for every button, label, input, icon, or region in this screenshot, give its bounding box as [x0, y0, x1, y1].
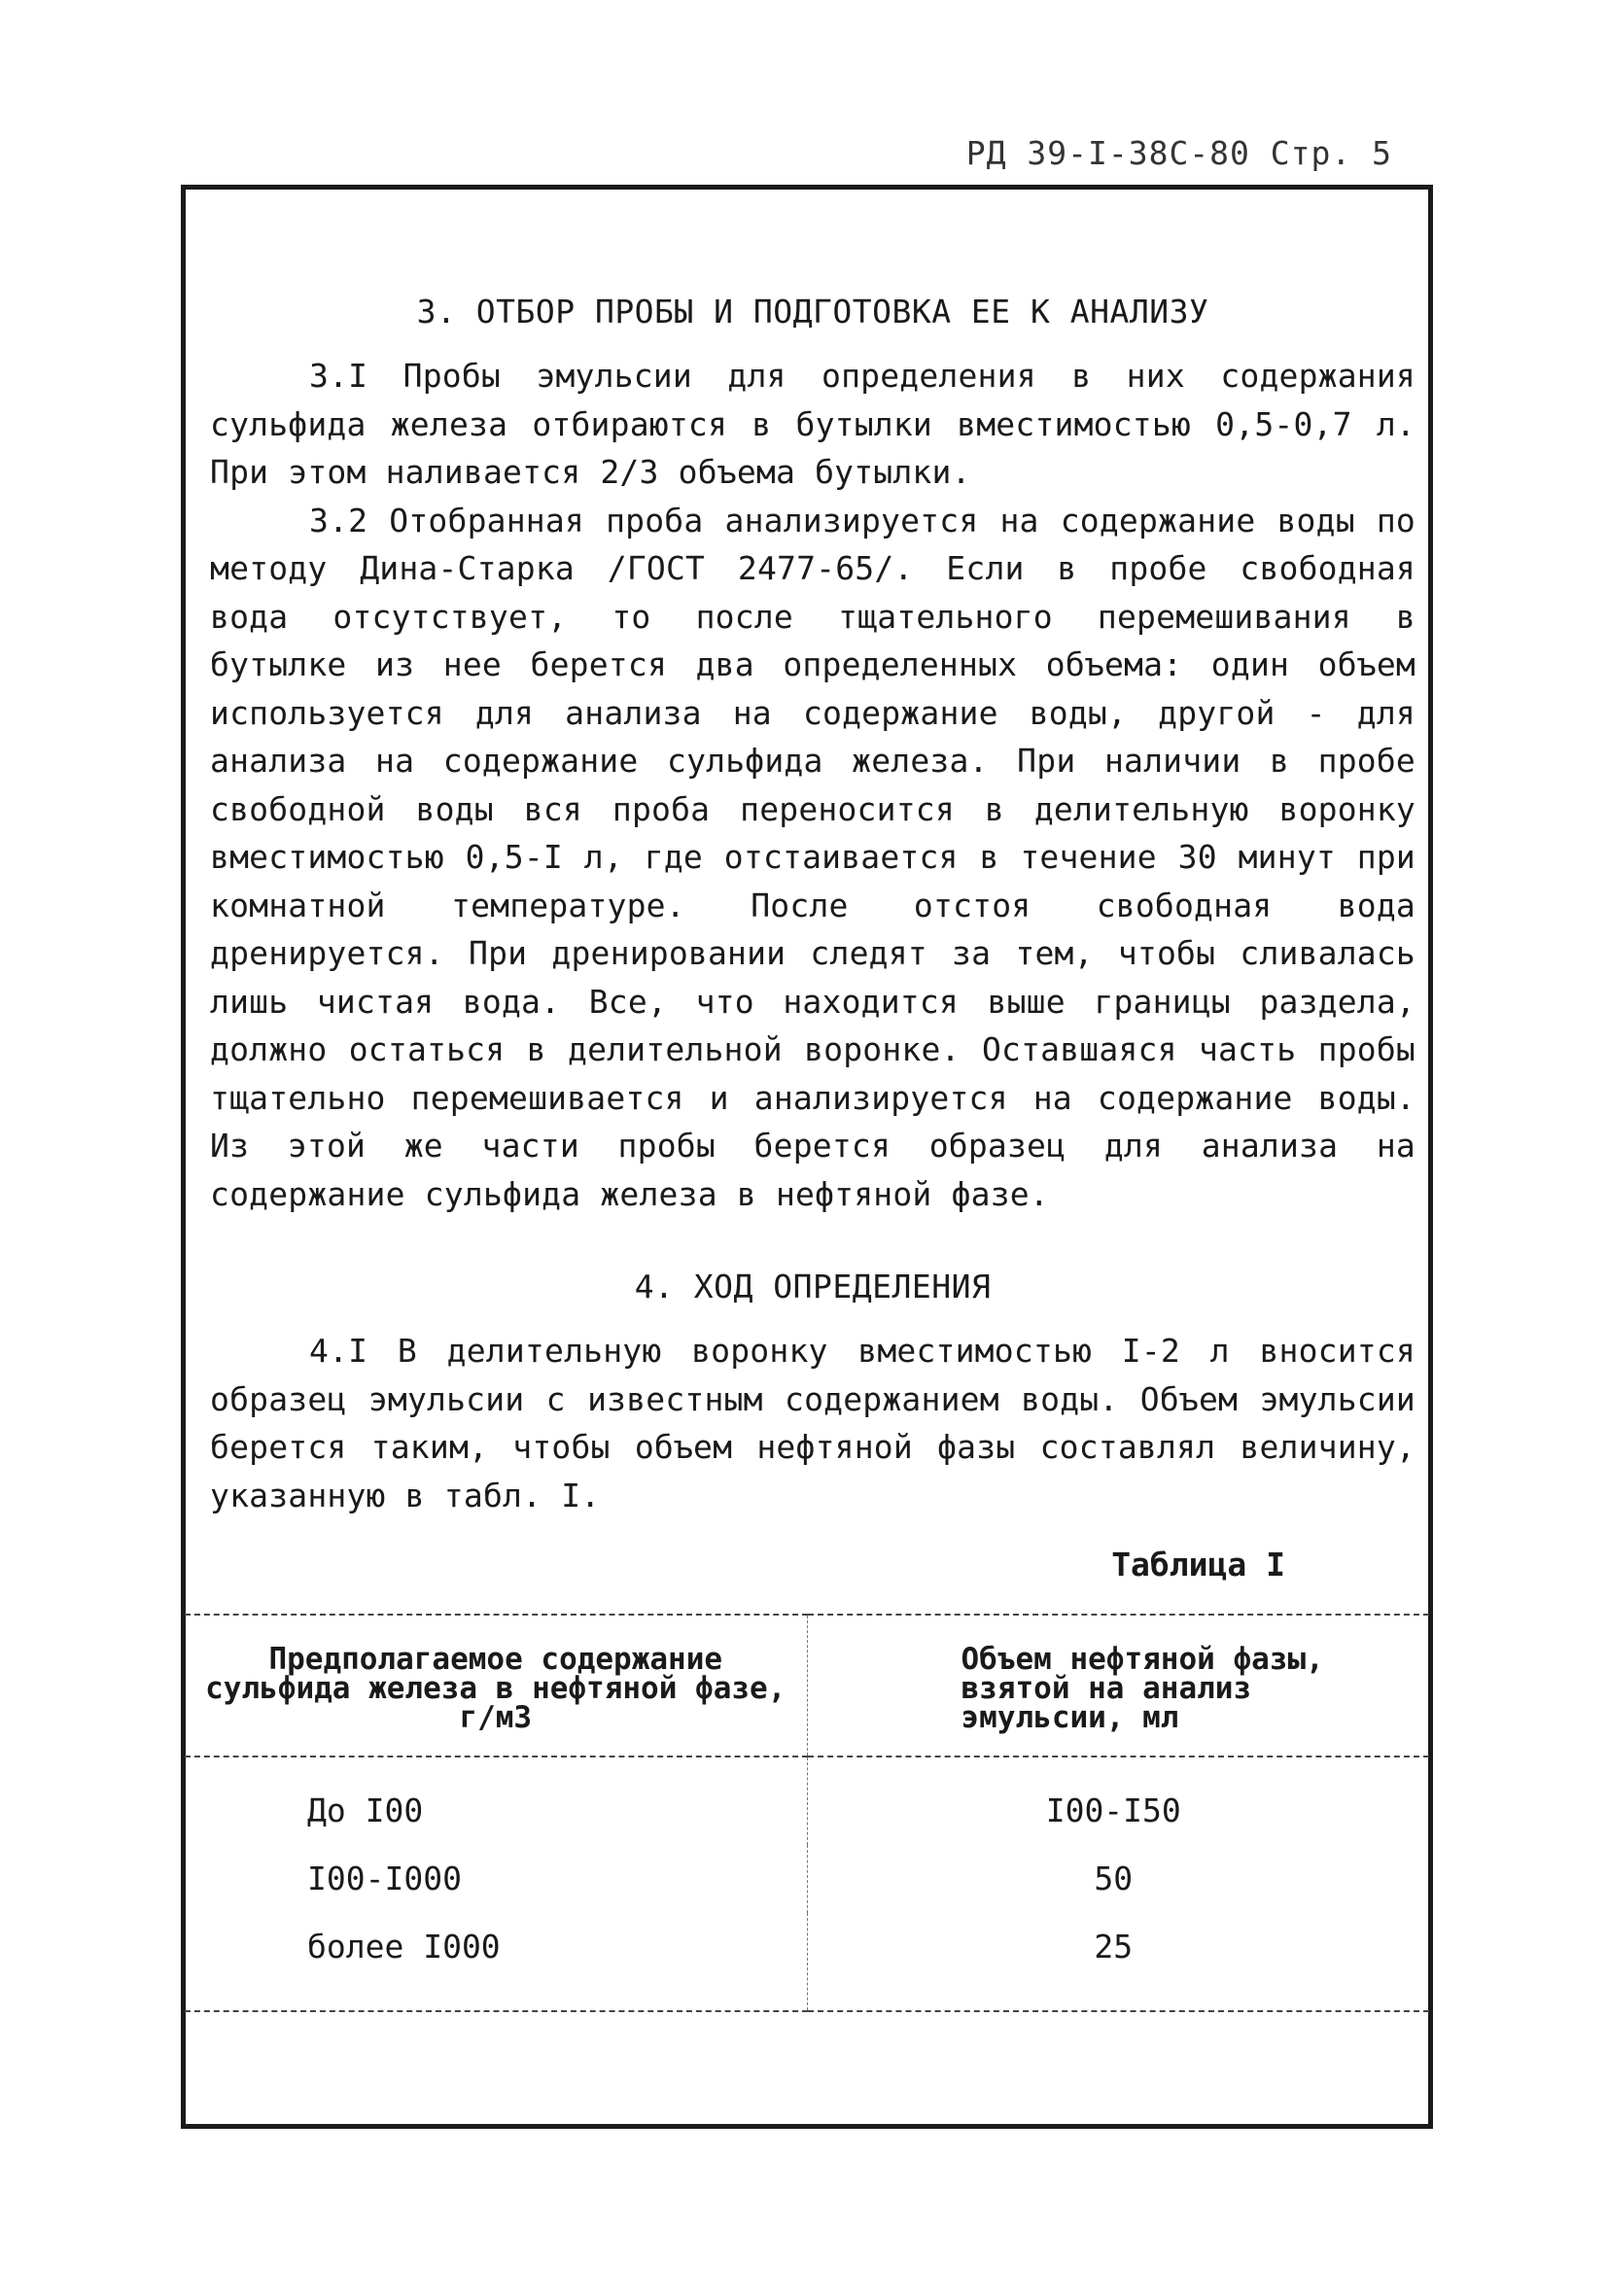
section-4: [210, 1263, 1416, 1519]
cell-content-range: I00-I000: [185, 1845, 807, 1913]
section-4-title: 4. ХОД ОПРЕДЕЛЕНИЯ: [634, 1268, 992, 1305]
paragraph-4-1: 4.I В делительную воронку вместимостью I-2 л вносится образец эмульсии с известным содержанием воды. Объем эмульсии берется таким, чтобы объем нефтяной фазы составлял величину, указанную в табл. I.: [210, 1332, 1416, 1514]
document-header: РД 39-I-38С-80 Стр. 5: [965, 134, 1392, 172]
table-header-row: [185, 1615, 1429, 1757]
page-content: [210, 288, 1416, 1589]
cell-content-range: До I00: [185, 1757, 807, 1845]
table-row: [185, 1845, 1429, 1913]
table-container: [185, 1614, 1429, 2012]
table-caption: Таблица I: [1111, 1546, 1285, 1583]
section-3-title: 3. ОТБОР ПРОБЫ И ПОДГОТОВКА ЕЕ К АНАЛИЗУ: [416, 293, 1209, 330]
table-row: [185, 1757, 1429, 1845]
cell-volume: 50: [1094, 1860, 1134, 1897]
table-row: [185, 1913, 1429, 2011]
cell-volume: 25: [807, 1913, 1429, 2011]
cell-volume: I00-I50: [1045, 1792, 1181, 1829]
cell-content-range: более I000: [185, 1913, 807, 2011]
header-expected-content: Предполагаемое содержание сульфида железа в нефтяной фазе, г/м3: [185, 1615, 807, 1757]
section-3: [210, 288, 1416, 1218]
sulfide-volume-table: [185, 1614, 1429, 2012]
paragraph-3-1: 3.I Пробы эмульсии для определения в них содержания сульфида железа отбираются в бутылки вместимостью 0,5-0,7 л. При этом наливается 2/3 объема бутылки.: [210, 357, 1416, 491]
header-oil-phase-volume: Объем нефтяной фазы, взятой на анализ эмульсии, мл: [807, 1615, 1429, 1757]
paragraph-3-2: 3.2 Отобранная проба анализируется на содержание воды по методу Дина-Старка /ГОСТ 2477-65/. Если в пробе свободная вода отсутствует, то после тщательного перемешивания в бутылке из нее берется два определенных объема: один объем используется для анализа на содержание воды, другой - для анализа на содержание сульфида железа. При наличии в пробе свободной воды вся проба переносится в делительную воронку вместимостью 0,5-I л, где отстаивается в течение 30 минут при комнатной температуре. После отстоя свободная вода дренируется. При дренировании следят за тем, чтобы сливалась лишь чистая вода. Все, что находится выше границы раздела, должно остаться в делительной воронке. Оставшаяся часть пробы тщательно перемешивается и анализируется на содержание воды. Из этой же части пробы берется образец для анализа на содержание сульфида железа в нефтяной фазе.: [210, 501, 1416, 1213]
